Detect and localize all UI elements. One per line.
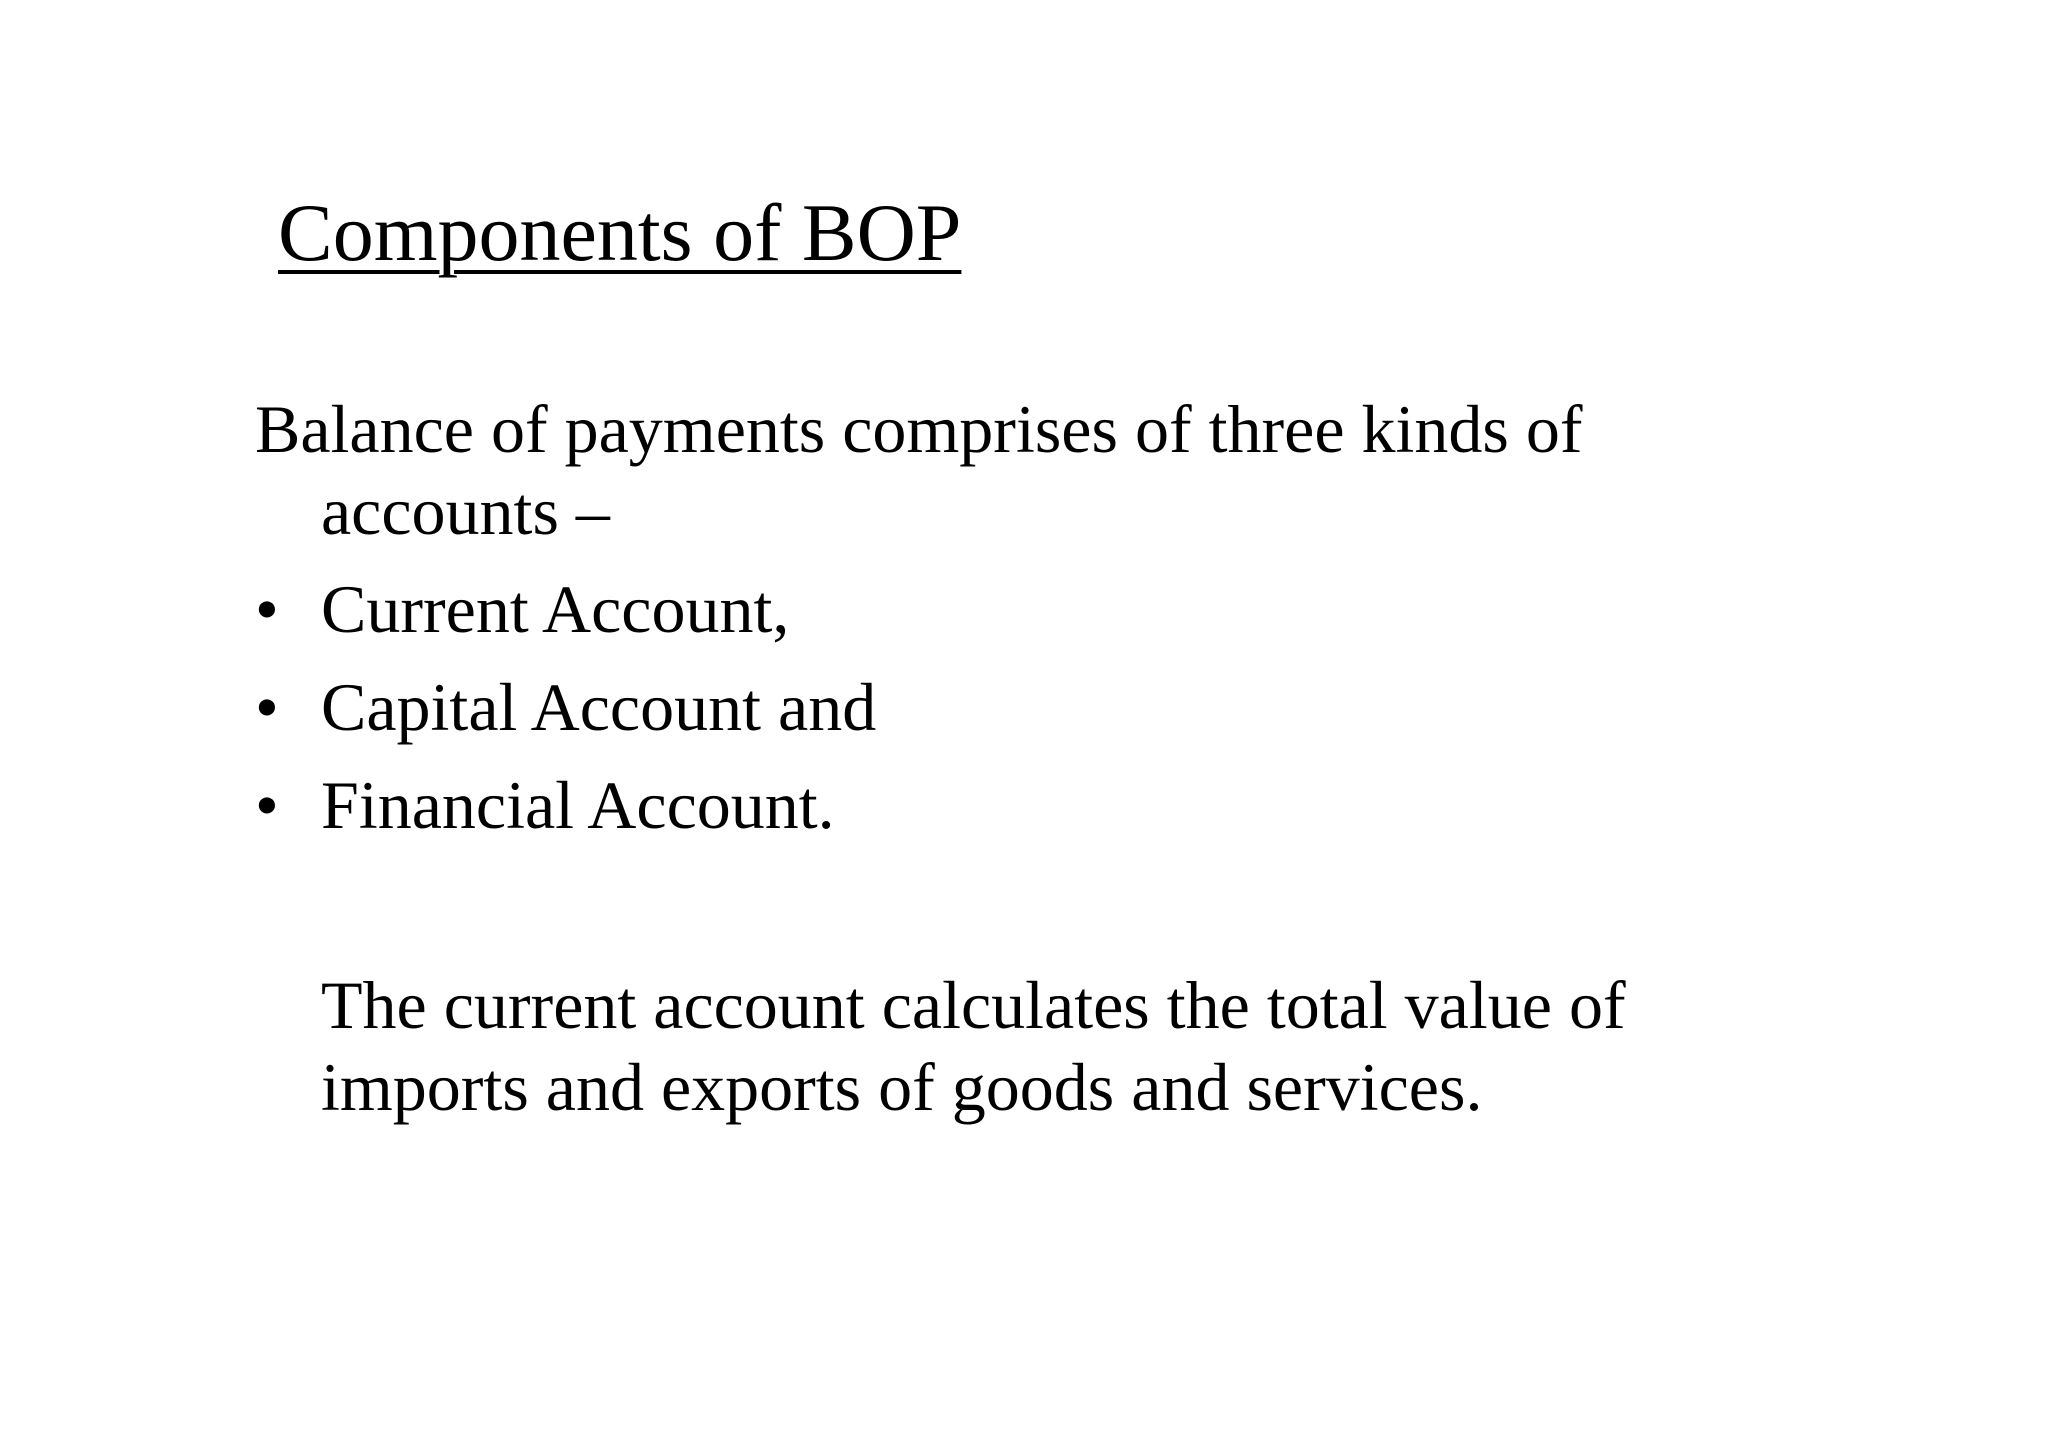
slide-title: Components of BOP (278, 187, 962, 278)
bullet-icon: • (255, 767, 279, 843)
bullet-icon: • (255, 669, 279, 745)
list-item-financial-account (255, 764, 1755, 846)
list-item-label: Current Account, (321, 571, 790, 647)
list-item-label: Capital Account and (321, 669, 877, 745)
list-item-label: Financial Account. (321, 767, 835, 843)
list-item-current-account (255, 568, 1755, 650)
intro-text: Balance of payments comprises of three kinds of accounts – (255, 391, 1583, 549)
list-item-capital-account (255, 666, 1755, 748)
account-list (255, 568, 1755, 846)
slide-content (255, 388, 1755, 1128)
bullet-icon: • (255, 571, 279, 647)
detail-text: The current account calculates the total value of imports and exports of goods and services. (321, 967, 1626, 1125)
